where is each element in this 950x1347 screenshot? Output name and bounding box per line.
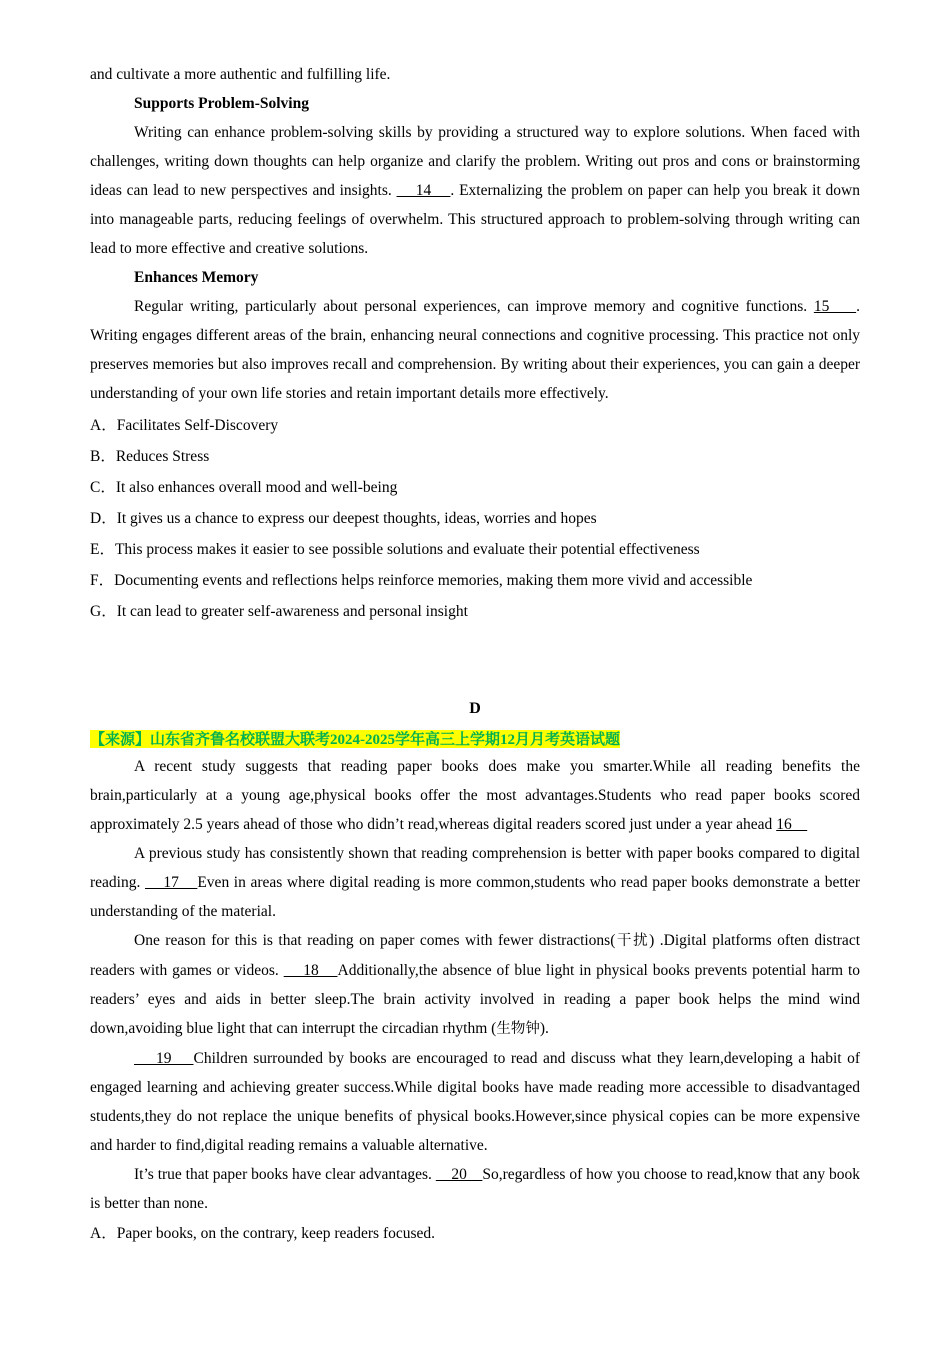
text: . Externalizing the problem on paper can help you break it down into manageable parts, reducing feelings of overwhelm. This structured approach to problem-solving through writing can lead to more effective and creative solutions.	[90, 182, 860, 257]
heading-problem-solving: Supports Problem-Solving	[134, 95, 309, 112]
document-page	[90, 60, 860, 1249]
text: So,regardless of how you choose to read,know that any book is better than none.	[90, 1166, 861, 1212]
option-b: B．Reduces Stress	[90, 448, 210, 465]
paragraph-d-1	[90, 752, 860, 839]
text: ) .Digital platforms often distract readers with games or videos.	[90, 932, 860, 979]
blank-15: 15	[813, 298, 857, 315]
chinese-gloss: 干扰	[615, 933, 650, 949]
option-a: A．Facilitates Self-Discovery	[90, 417, 279, 434]
text: It’s true that paper books have clear advantages.	[134, 1166, 436, 1183]
paragraph-enhances-memory	[90, 292, 860, 408]
blank-18: 18	[283, 962, 338, 979]
paragraph-problem-solving	[90, 118, 860, 263]
blank-19: 19	[134, 1050, 194, 1067]
section-d-title: D	[469, 700, 481, 717]
source-text: 学年高三上学期	[395, 730, 501, 748]
source-line	[90, 727, 860, 752]
option-g: G．It can lead to greater self-awareness and personal insight	[90, 603, 468, 620]
source-highlight	[90, 730, 620, 748]
source-year: 2024-2025	[330, 732, 396, 748]
text: ).	[539, 1020, 549, 1037]
text: A previous study has consistently shown that reading comprehension is better with paper books compared to digital reading.	[90, 845, 860, 891]
blank-16: 16	[776, 816, 808, 833]
option-f: F．Documenting events and reflections helps reinforce memories, making them more vivid and accessible	[90, 572, 753, 589]
text: Children surrounded by books are encouraged to read and discuss what they learn,developing a habit of engaged learning and achieving greater success.While digital books have made reading more accessible to disadvantaged students,they do not replace the unique benefits of physical books.However,since physical copies can be more expensive and harder to find,digital reading remains a valuable alternative.	[90, 1050, 861, 1154]
blank-20: 20	[435, 1166, 483, 1183]
blank-17: 17	[144, 874, 198, 891]
option-d: D．It gives us a chance to express our deepest thoughts, ideas, worries and hopes	[90, 510, 597, 527]
options-list-c	[90, 410, 860, 627]
text: Even in areas where digital reading is more common,students who read paper books demonstrate a better understanding of the material.	[90, 874, 861, 920]
continuation-line: and cultivate a more authentic and fulfilling life.	[90, 66, 391, 83]
source-month: 12	[500, 732, 516, 748]
paragraph-d-4	[90, 1044, 860, 1160]
option-e: E．This process makes it easier to see possible solutions and evaluate their potential effectiveness	[90, 541, 700, 558]
paragraph-d-3	[90, 926, 860, 1044]
text: Regular writing, particularly about personal experiences, can improve memory and cognitive functions.	[134, 298, 814, 315]
option-d-a: A．Paper books, on the contrary, keep readers focused.	[90, 1225, 436, 1242]
paragraph-d-5	[90, 1160, 860, 1218]
blank-14: 14	[396, 182, 451, 199]
chinese-gloss: 生物钟	[496, 1021, 540, 1037]
source-text: 月月考英语试题	[515, 730, 621, 748]
text: One reason for this is that reading on paper comes with fewer distractions(	[134, 932, 616, 949]
text: . Writing engages different areas of the brain, enhancing neural connections and cognitive processing. This practice not only preserves memories but also improves recall and comprehension. By writing about their experiences, you can gain a deeper understanding of your own life stories and retain important details more effectively.	[90, 298, 860, 402]
text: A recent study suggests that reading paper books does make you smarter.While all reading benefits the brain,particularly at a young age,physical books offer the most advantages.Students who read paper books scored approximately 2.5 years ahead of those who didn’t read,whereas digital readers scored just under a year ahead	[90, 758, 860, 833]
text: Additionally,the absence of blue light in physical books prevents potential harm to readers’ eyes and aids in better sleep.The brain activity involved in reading a paper book helps the mind wind down,avoiding blue light that can interrupt the circadian rhythm (	[90, 962, 861, 1037]
paragraph-d-2	[90, 839, 860, 926]
source-text: 【来源】山东省齐鲁名校联盟大联考	[90, 730, 331, 748]
text: Writing can enhance problem-solving skills by providing a structured way to explore solutions. When faced with challenges, writing down thoughts can help organize and clarify the problem. Writing out pros and cons or brainstorming ideas can lead to new perspectives and insights.	[90, 124, 860, 199]
heading-enhances-memory: Enhances Memory	[134, 269, 259, 286]
option-c: C．It also enhances overall mood and well-being	[90, 479, 398, 496]
